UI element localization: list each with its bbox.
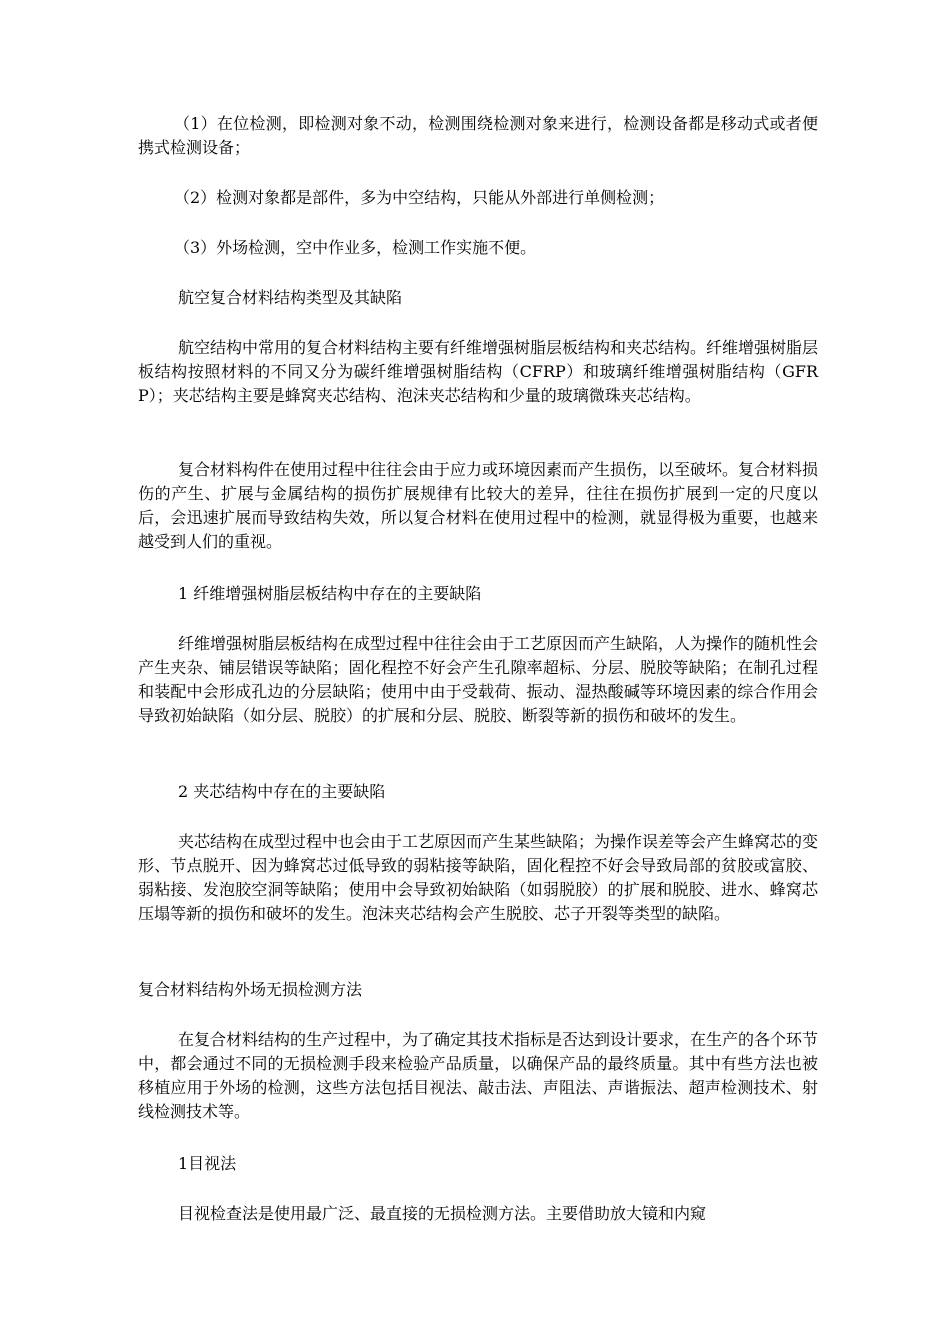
paragraph-damage-importance: 复合材料构件在使用过程中往往会由于应力或环境因素而产生损伤，以至破坏。复合材料损伤的产生、扩展与金属结构的损伤扩展规律有比较大的差异，往往在损伤扩展到一定的尺度以后，会迅速扩展而导致结构失效，所以复合材料在使用过程中的检测，就显得极为重要，也越来越受到人们的重视。	[138, 460, 819, 551]
paragraph-in-situ-inspection: （1）在位检测，即检测对象不动，检测围绕检测对象来进行，检测设备都是移动式或者便携式检测设备；	[138, 114, 818, 157]
paragraph-hollow-parts: （2）检测对象都是部件，多为中空结构，只能从外部进行单侧检测；	[174, 188, 665, 207]
section-heading-structure-types: 航空复合材料结构类型及其缺陷	[178, 288, 403, 307]
subheading-visual-method: 1目视法	[178, 1154, 237, 1173]
paragraph-laminate-defects: 纤维增强树脂层板结构在成型过程中往往会由于工艺原因而产生缺陷，人为操作的随机性会产生夹杂、铺层错误等缺陷；固化程控不好会产生孔隙率超标、分层、脱胶等缺陷；在制孔过程和装配中会形成孔边的分层缺陷；使用中由于受载荷、振动、湿热酸碱等环境因素的综合作用会导致初始缺陷（如分层、脱胶）的扩展和分层、脱胶、断裂等新的损伤和破坏的发生。	[138, 634, 819, 725]
paragraph-sandwich-defects: 夹芯结构在成型过程中也会由于工艺原因而产生某些缺陷；为操作误差等会产生蜂窝芯的变形、节点脱开、因为蜂窝芯过低导致的弱粘接等缺陷，固化程控不好会导致局部的贫胶或富胶、弱粘接、发泡胶空洞等缺陷；使用中会导致初始缺陷（如弱脱胶）的扩展和脱胶、进水、蜂窝芯压塌等新的损伤和破坏的发生。泡沫夹芯结构会产生脱胶、芯子开裂等类型的缺陷。	[138, 832, 819, 923]
paragraph-visual-method: 目视检查法是使用最广泛、最直接的无损检测方法。主要借助放大镜和内窥	[178, 1204, 707, 1223]
paragraph-field-inspection: （3）外场检测，空中作业多，检测工作实施不便。	[174, 238, 537, 257]
paragraph-composite-structures: 航空结构中常用的复合材料结构主要有纤维增强树脂层板结构和夹芯结构。纤维增强树脂层板结构按照材料的不同又分为碳纤维增强树脂结构（CFRP）和玻璃纤维增强树脂结构（GFRP）；夹芯结构主要是蜂窝夹芯结构、泡沫夹芯结构和少量的玻璃微珠夹芯结构。	[138, 338, 819, 405]
paragraph-ndt-methods: 在复合材料结构的生产过程中，为了确定其技术指标是否达到设计要求，在生产的各个环节中，都会通过不同的无损检测手段来检验产品质量，以确保产品的最终质量。其中有些方法也被移植应用于外场的检测，这些方法包括目视法、敲击法、声阻法、声谐振法、超声检测技术、射线检测技术等。	[138, 1030, 819, 1121]
section-heading-ndt-methods: 复合材料结构外场无损检测方法	[138, 980, 363, 999]
subheading-laminate-defects: 1 纤维增强树脂层板结构中存在的主要缺陷	[178, 584, 482, 603]
subheading-sandwich-defects: 2 夹芯结构中存在的主要缺陷	[178, 782, 386, 801]
